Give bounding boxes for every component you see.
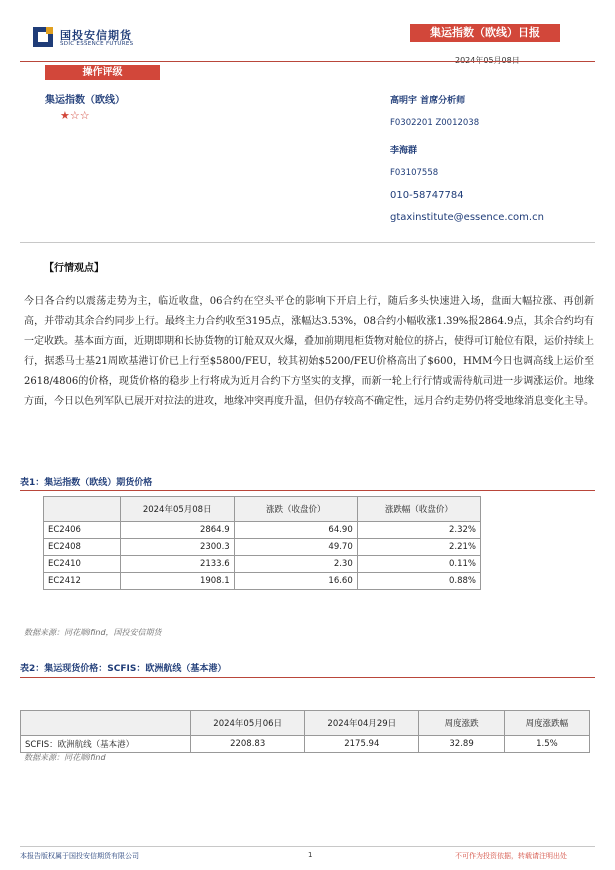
- table1-title: 表1：集运指数（欧线）期货价格: [20, 478, 153, 488]
- table-row: [44, 556, 481, 573]
- rating-label: 操作评级: [45, 65, 160, 80]
- table-header-cell: 涨跌（收盘价）: [234, 497, 357, 522]
- page-number: 1: [308, 851, 313, 859]
- contract-cell: EC2408: [44, 539, 121, 556]
- company-logo-mark: [33, 27, 53, 47]
- price-cell: 2133.6: [120, 556, 234, 573]
- table-row: [44, 539, 481, 556]
- change-pct-cell: 0.11%: [357, 556, 480, 573]
- contract-cell: EC2412: [44, 573, 121, 590]
- market-view-paragraph: 今日各合约以震荡走势为主，临近收盘，06合约在空头平仓的影响下开启上行，随后多头快速进入场，盘面大幅拉涨、再创新高，并带动其余合约同步上行。最终主力合约收至3195点，涨幅达3.53%，08合约小幅收涨1.39%报2864.9点，其余合约均有一定收跌。基本面方面，近期即期和长协货物的订舱双双火爆，叠加前期甩柜货物对舱位的挤占，使得可订舱位有限，运价持续上行，据悉马士基21周欧基港订价已上行至$5800/FEU，较其初始$5200/FEU价格高出了$600，HMM今日也调高线上运价至2618/4806的价格，现货价格的稳步上行将成为近月合约下方坚实的支撑，而新一轮上行行情或需待航司进一步调涨运价。地缘方面，今日以色列军队已展开对拉法的进攻，地缘冲突再度升温，但仍存较高不确定性，远月合约走势仍将受地缘消息变化主导。: [24, 296, 594, 407]
- change-cell: 32.89: [419, 736, 504, 753]
- table-row: [21, 736, 590, 753]
- contract-cell: EC2410: [44, 556, 121, 573]
- table2-title-divider: [20, 677, 595, 678]
- rating-instrument: 集运指数（欧线）: [45, 95, 125, 106]
- table-header-row: [21, 711, 590, 736]
- price-cell: 2208.83: [191, 736, 305, 753]
- table-header-cell: 周度涨跌: [419, 711, 504, 736]
- change-cell: 2.30: [234, 556, 357, 573]
- market-view-heading: 【行情观点】: [44, 263, 104, 274]
- footer-divider: [20, 846, 595, 847]
- contract-cell: EC2406: [44, 522, 121, 539]
- table-row: [44, 522, 481, 539]
- analyst-code-1: F0302201 Z0012038: [390, 118, 480, 128]
- report-title: 集运指数（欧线）日报: [410, 24, 560, 42]
- analyst-code-2: F03107558: [390, 168, 439, 178]
- change-cell: 16.60: [234, 573, 357, 590]
- company-logo-name: 国投安信期货: [60, 29, 132, 42]
- table-header-cell: 2024年04月29日: [305, 711, 419, 736]
- spot-price-table: [20, 710, 590, 753]
- table1-title-divider: [20, 490, 595, 491]
- contact-phone: 010-58747784: [390, 190, 464, 201]
- table2-title: 表2：集运现货价格：SCFIS：欧洲航线（基本港）: [20, 664, 227, 674]
- table-header-row: [44, 497, 481, 522]
- change-pct-cell: 2.32%: [357, 522, 480, 539]
- table-header-cell: [21, 711, 191, 736]
- company-logo-english: SDIC ESSENCE FUTURES: [60, 41, 134, 47]
- table2-source: 数据来源：同花顺ifind: [24, 753, 106, 762]
- table-row: [44, 573, 481, 590]
- table-header-cell: 2024年05月06日: [191, 711, 305, 736]
- analyst-name-2: 李海群: [390, 146, 418, 156]
- route-cell: SCFIS：欧洲航线（基本港）: [21, 736, 191, 753]
- table-header-cell: 2024年05月08日: [120, 497, 234, 522]
- section-divider: [20, 242, 595, 243]
- contact-email: gtaxinstitute@essence.com.cn: [390, 212, 544, 223]
- futures-price-table: [43, 496, 481, 590]
- price-cell: 2300.3: [120, 539, 234, 556]
- footer-copyright: 本报告版权属于国投安信期货有限公司: [20, 852, 139, 860]
- price-cell: 2864.9: [120, 522, 234, 539]
- change-pct-cell: 1.5%: [504, 736, 589, 753]
- table-header-cell: [44, 497, 121, 522]
- table-header-cell: 涨跌幅（收盘价）: [357, 497, 480, 522]
- footer-disclaimer: 不可作为投资依据，转载请注明出处: [455, 852, 567, 860]
- change-pct-cell: 0.88%: [357, 573, 480, 590]
- rating-stars: ★☆☆: [60, 109, 90, 122]
- change-pct-cell: 2.21%: [357, 539, 480, 556]
- change-cell: 64.90: [234, 522, 357, 539]
- change-cell: 49.70: [234, 539, 357, 556]
- header-divider: [20, 61, 595, 62]
- price-cell: 1908.1: [120, 573, 234, 590]
- table1-source: 数据来源：同花顺ifind，国投安信期货: [24, 628, 162, 637]
- table-header-cell: 周度涨跌幅: [504, 711, 589, 736]
- analyst-name-1: 高明宇 首席分析师: [390, 96, 466, 106]
- price-cell: 2175.94: [305, 736, 419, 753]
